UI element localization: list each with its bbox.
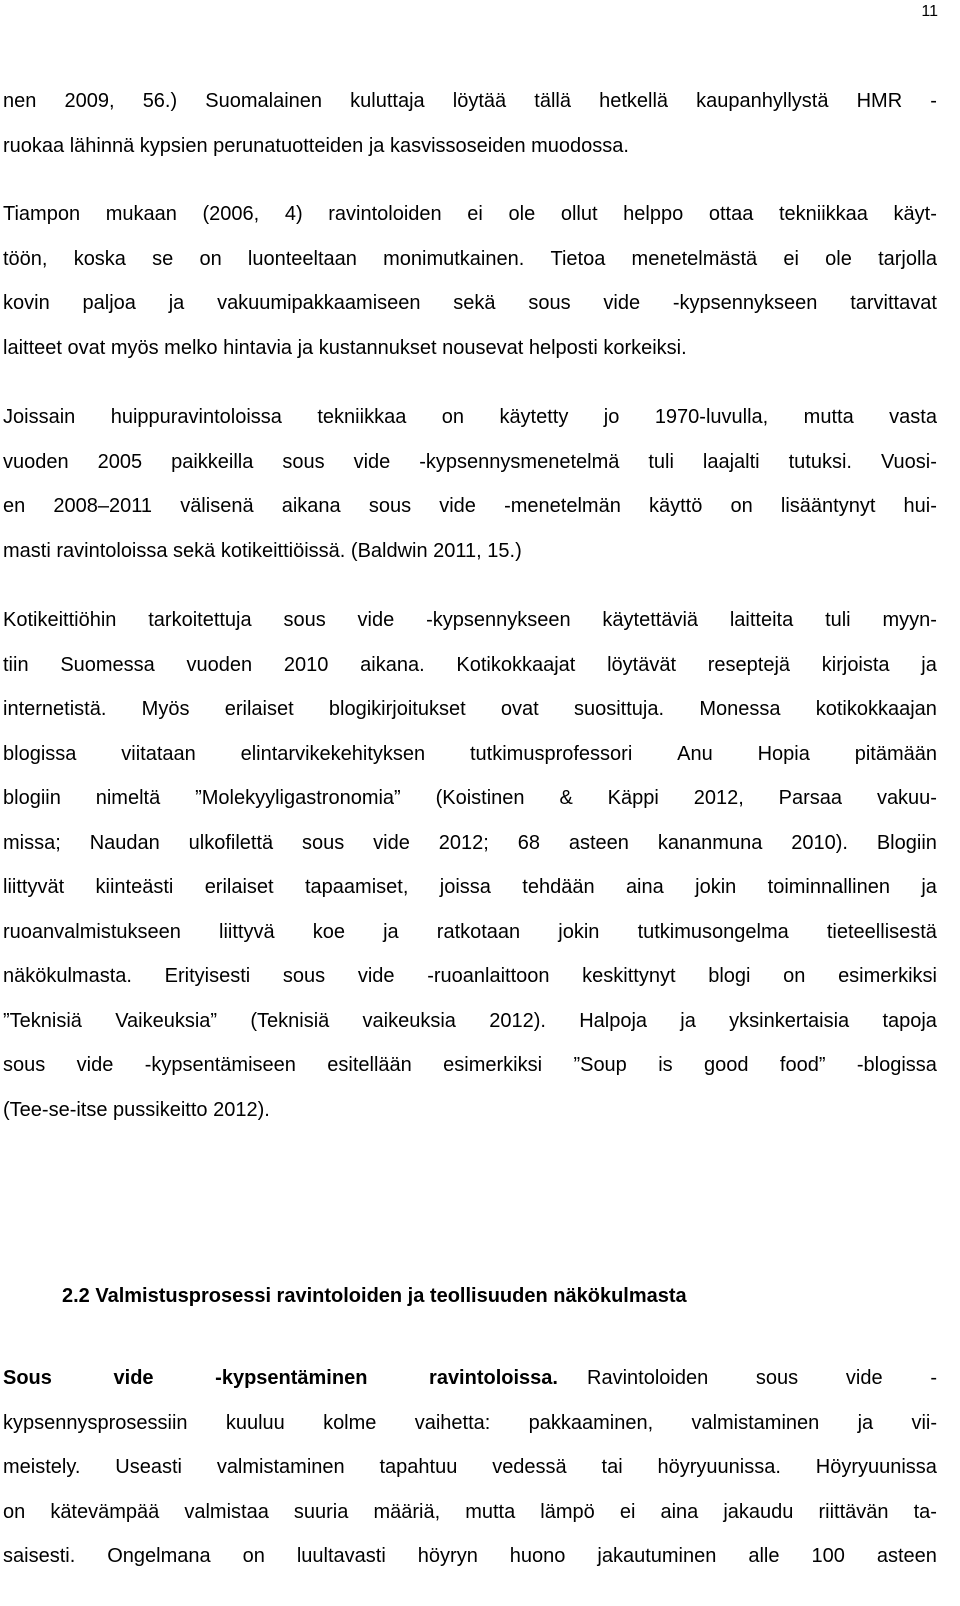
paragraph-line: Kotikeittiöhin tarkoitettuja sous vide -kypsennykseen käytettäviä laitteita tuli myyn- bbox=[3, 609, 937, 631]
paragraph-line: Tiampon mukaan (2006, 4) ravintoloiden ei ole ollut helppo ottaa tekniikkaa käyt- bbox=[3, 203, 937, 225]
paragraph-line: on kätevämpää valmistaa suuria määriä, mutta lämpö ei aina jakaudu riittävän ta- bbox=[3, 1500, 937, 1523]
paragraph-line: ”Teknisiä Vaikeuksia” (Teknisiä vaikeuksia 2012). Halpoja ja yksinkertaisia tapoja bbox=[3, 1009, 937, 1032]
paragraph-line: meistely. Useasti valmistaminen tapahtuu vedessä tai höyryuunissa. Höyryuunissa bbox=[3, 1456, 937, 1478]
paragraph-line: ruoanvalmistukseen liittyvä koe ja ratkotaan jokin tutkimusongelma tieteellisestä bbox=[3, 920, 937, 943]
paragraph-line: Joissain huippuravintoloissa tekniikkaa on käytetty jo 1970-luvulla, mutta vasta bbox=[3, 406, 937, 428]
paragraph-line: missa; Naudan ulkofilettä sous vide 2012; 68 asteen kananmuna 2010). Blogiin bbox=[3, 831, 937, 854]
paragraph-1 bbox=[3, 79, 937, 168]
page-number: 11 bbox=[921, 3, 938, 20]
paragraph-line: nen 2009, 56.) Suomalainen kuluttaja löytää tällä hetkellä kaupanhyllystä HMR - bbox=[3, 90, 937, 112]
section-heading: 2.2 Valmistusprosessi ravintoloiden ja teollisuuden näkökulmasta bbox=[62, 1285, 687, 1307]
paragraph-line: töön, koska se on luonteeltaan monimutkainen. Tietoa menetelmästä ei ole tarjolla bbox=[3, 247, 937, 270]
paragraph-line: kovin paljoa ja vakuumipakkaamiseen sekä sous vide -kypsennykseen tarvittavat bbox=[3, 292, 937, 314]
paragraph-line: internetistä. Myös erilaiset blogikirjoitukset ovat suosittuja. Monessa kotikokkaajan bbox=[3, 698, 937, 720]
paragraph-3 bbox=[3, 395, 937, 573]
paragraph-line: (Tee-se-itse pussikeitto 2012). bbox=[3, 1098, 270, 1121]
paragraph-line: saisesti. Ongelmana on luultavasti höyryn huono jakautuminen alle 100 asteen bbox=[3, 1545, 937, 1567]
paragraph-line: liittyvät kiinteästi erilaiset tapaamiset, joissa tehdään aina jokin toiminnallinen ja bbox=[3, 876, 937, 898]
paragraph-5 bbox=[3, 1356, 937, 1579]
paragraph-line: ruokaa lähinnä kypsien perunatuotteiden ja kasvissoseiden muodossa. bbox=[3, 134, 629, 157]
paragraph-line: masti ravintoloissa sekä kotikeittiöissä. (Baldwin 2011, 15.) bbox=[3, 539, 522, 562]
first-line-rest: Ravintoloiden sous vide - bbox=[587, 1367, 937, 1389]
paragraph-line: sous vide -kypsentämiseen esitellään esimerkiksi ”Soup is good food” -blogissa bbox=[3, 1054, 937, 1076]
bold-lead: Sous vide -kypsentäminen ravintoloissa. bbox=[3, 1367, 558, 1389]
paragraph-line: blogiin nimeltä ”Molekyyligastronomia” (Koistinen & Käppi 2012, Parsaa vakuu- bbox=[3, 787, 937, 809]
paragraph-line: tiin Suomessa vuoden 2010 aikana. Kotikokkaajat löytävät reseptejä kirjoista ja bbox=[3, 653, 937, 676]
paragraph-line: blogissa viitataan elintarvikekehityksen tutkimusprofessori Anu Hopia pitämään bbox=[3, 742, 937, 765]
paragraph-line: laitteet ovat myös melko hintavia ja kustannukset nousevat helposti korkeiksi. bbox=[3, 336, 687, 359]
paragraph-line: näkökulmasta. Erityisesti sous vide -ruoanlaittoon keskittynyt blogi on esimerkiksi bbox=[3, 965, 937, 987]
paragraph-2 bbox=[3, 192, 937, 370]
paragraph-first-line bbox=[3, 1356, 937, 1401]
paragraph-line: kypsennysprosessiin kuuluu kolme vaihetta: pakkaaminen, valmistaminen ja vii- bbox=[3, 1411, 937, 1434]
paragraph-line: vuoden 2005 paikkeilla sous vide -kypsennysmenetelmä tuli laajalti tutuksi. Vuosi- bbox=[3, 450, 937, 473]
paragraph-line: en 2008–2011 välisenä aikana sous vide -menetelmän käyttö on lisääntynyt hui- bbox=[3, 495, 937, 517]
paragraph-4 bbox=[3, 598, 937, 1132]
